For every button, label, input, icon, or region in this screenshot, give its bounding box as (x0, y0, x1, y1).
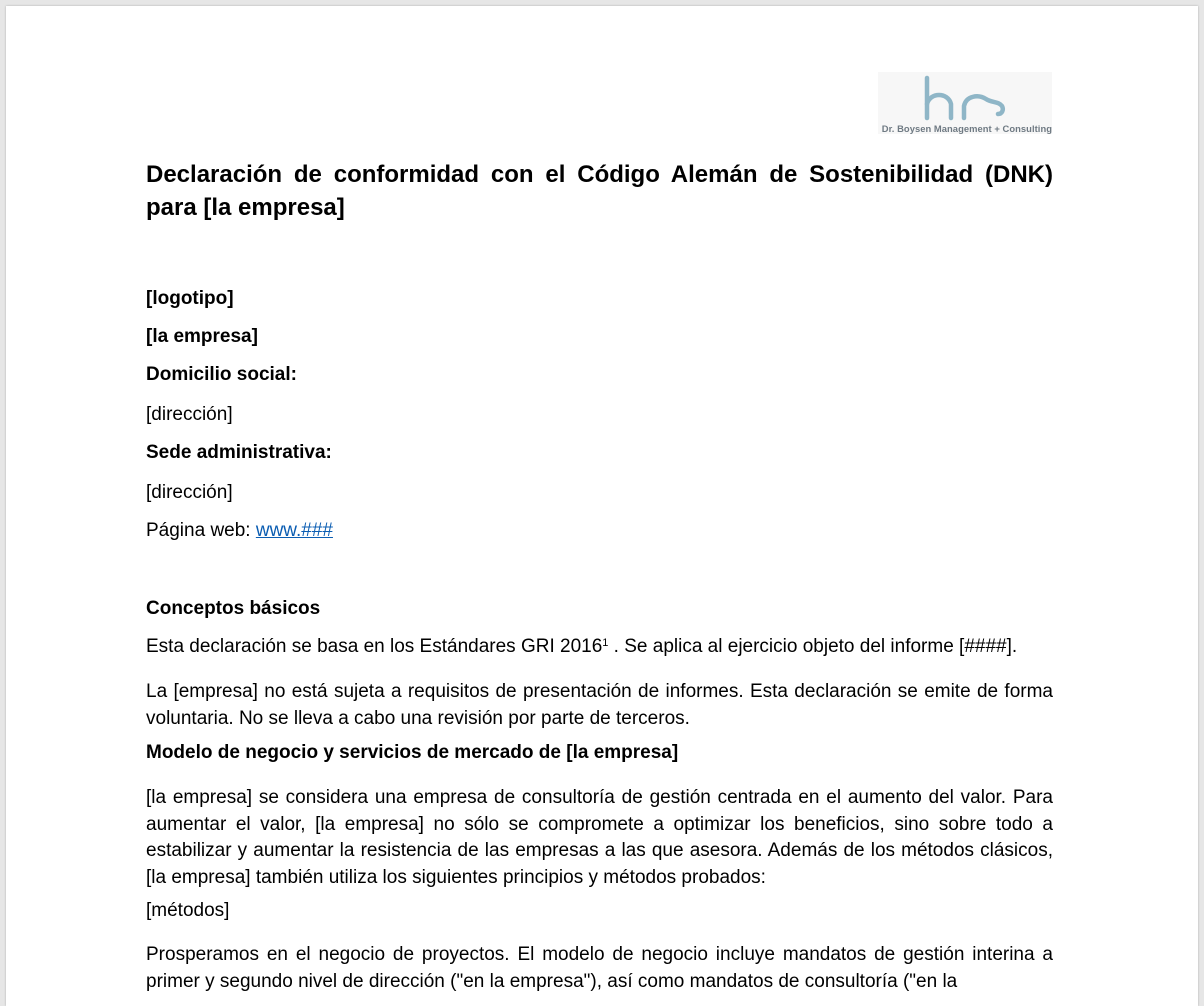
methods-placeholder: [métodos] (146, 900, 230, 921)
document-page (6, 6, 1198, 1006)
business-model-paragraph-2: Prosperamos en el negocio de proyectos. El modelo de negocio incluye mandatos de gestión interina a primer y segundo nivel de dirección ("en la empresa"), así como mandatos de consultoría ("en la (146, 944, 1053, 992)
website-line (146, 518, 1053, 544)
registered-office-value: [dirección] (146, 404, 233, 425)
basics-paragraph-2: La [empresa] no está sujeta a requisitos de presentación de informes. Esta declaración se emite de forma voluntaria. No se lleva a cabo una revisión por parte de terceros. (146, 681, 1053, 729)
section-heading-basics: Conceptos básicos (146, 598, 321, 619)
document-title: Declaración de conformidad con el Código Alemán de Sostenibilidad (DNK) para [la empresa] (146, 161, 1053, 221)
basics-paragraph-1-text: Esta declaración se basa en los Estándares GRI 2016 (146, 636, 603, 657)
footnote-marker[interactable]: 1 (602, 637, 609, 649)
company-name: [la empresa] (146, 326, 258, 347)
basics-paragraph-1-text-end: . Se aplica al ejercicio objeto del informe [####]. (608, 636, 1018, 657)
logo-caption: Dr. Boysen Management + Consulting (881, 123, 1052, 134)
registered-office-label: Domicilio social: (146, 364, 297, 385)
website-link[interactable]: www.### (255, 520, 333, 541)
admin-office-label: Sede administrativa: (146, 442, 332, 463)
business-model-paragraph-1: [la empresa] se considera una empresa de consultoría de gestión centrada en el aumento del valor. Para aumentar el valor, [la empresa] no sólo se compromete a optimizar los beneficios, sino sobre todo a estabilizar y aumentar la resistencia de las empresas a las que asesora. Además de los métodos clásicos, [la empresa] también utiliza los siguientes principios y métodos probados: (146, 787, 1053, 888)
company-logo (878, 72, 1052, 134)
br-logo-icon (918, 74, 1012, 122)
website-label: Página web: (146, 520, 256, 541)
admin-office-value: [dirección] (146, 482, 233, 503)
section-heading-business-model: Modelo de negocio y servicios de mercado de [la empresa] (146, 742, 679, 763)
basics-paragraph-1 (146, 634, 1053, 660)
logo-placeholder: [logotipo] (146, 288, 234, 309)
